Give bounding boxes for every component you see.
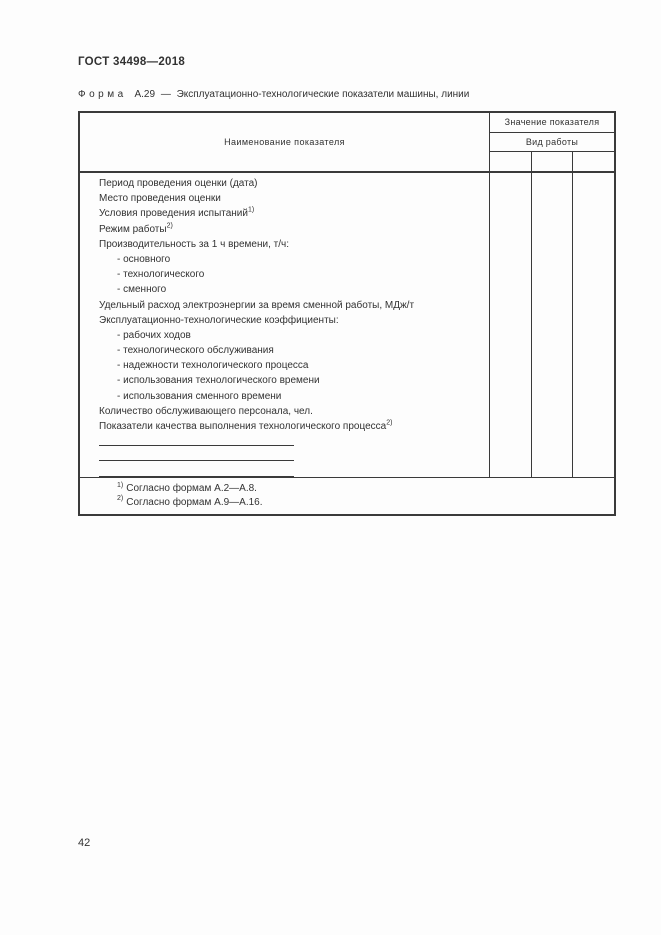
footnote-text: Согласно формам А.2—А.8. [126,483,257,494]
form-caption-label: Форма [78,89,127,100]
table-row [99,343,489,358]
row-label: - надежности технологического процесса [117,360,309,372]
row-label: - рабочих ходов [117,329,191,341]
work-type-subcolumns [490,152,614,171]
column-header-name: Наименование показателя [224,137,345,147]
footnote-marker: 2) [386,419,393,427]
table-row [99,358,489,373]
blank-fill-row [99,434,489,449]
table-row [99,222,489,237]
indicator-rows [80,173,489,480]
table-body [80,173,614,477]
column-header-work-type: Вид работы [490,133,614,152]
footnote-marker: 2) [166,222,173,230]
row-label: Режим работы [99,223,167,235]
value-column-2 [531,173,573,477]
row-label: - сменного [117,284,167,296]
row-label: - технологического обслуживания [117,345,274,357]
form-caption-dash: — [160,89,171,100]
row-label: Эксплуатационно-технологические коэффициенты: [99,314,339,326]
table-row [99,298,489,313]
fill-line [99,449,294,461]
table-row [99,267,489,282]
document-code: ГОСТ 34498—2018 [78,56,186,68]
row-label: - использования технологического времени [117,375,320,387]
blank-fill-row [99,449,489,464]
table-footnotes [80,477,614,514]
table-row [99,419,489,434]
table-row [99,176,489,191]
blank-fill-row [99,465,489,480]
table-row [99,389,489,404]
table-row [99,404,489,419]
page-number: 42 [78,837,91,849]
row-label: - технологического [117,269,205,281]
form-caption-title: Эксплуатационно-технологические показатели машины, линии [176,89,470,100]
footnote-marker: 2) [117,495,124,503]
table-row [99,252,489,267]
row-label: Количество обслуживающего персонала, чел. [99,405,313,417]
row-label: Условия проведения испытаний [99,208,248,220]
table-header [80,113,614,173]
work-type-cell-3 [572,152,614,171]
row-label: Удельный расход электроэнергии за время сменной работы, МДж/т [99,299,415,311]
work-type-cell-1 [490,152,531,171]
table-row [99,206,489,221]
footnote-text: Согласно формам А.9—А.16. [126,496,263,508]
row-label: Период проведения оценки (дата) [99,178,258,189]
value-header-group [489,113,614,171]
table-row [99,191,489,206]
row-label: Производительность за 1 ч времени, т/ч: [99,238,289,250]
column-header-value: Значение показателя [490,113,614,133]
work-type-cell-2 [531,152,573,171]
form-caption [78,89,469,100]
table-row [99,313,489,328]
footnote-marker: 1) [247,207,255,215]
footnote-marker: 1) [117,481,124,489]
fill-line [99,434,294,446]
value-column-1 [490,173,531,477]
table-footnote [117,496,614,510]
table-row [99,373,489,388]
table-row [99,237,489,252]
value-columns [489,173,614,477]
row-label: Место проведения оценки [99,193,221,205]
value-column-3 [572,173,614,477]
row-label: - основного [117,253,171,265]
form-caption-number: А.29 [134,89,156,100]
table-footnote [117,482,614,496]
fill-line [99,465,294,477]
form-table [78,111,616,516]
row-label: - использования сменного времени [117,390,282,402]
table-row [99,282,489,297]
row-label: Показатели качества выполнения технологического процесса [99,421,387,432]
table-row [99,328,489,343]
